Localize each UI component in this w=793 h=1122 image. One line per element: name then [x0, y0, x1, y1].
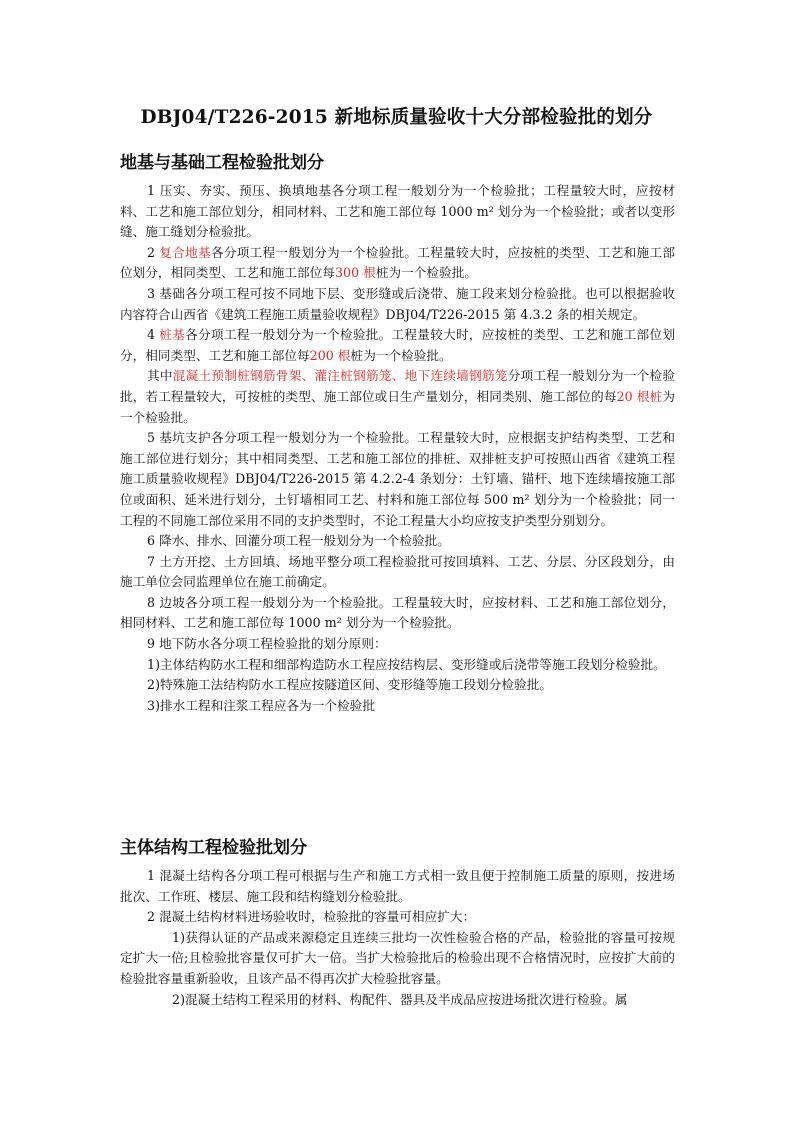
paragraph-5 [120, 366, 675, 428]
paragraph-text: 各分项工程一般划分为一个检验批。工程量较大时，应按桩的类型、工艺和施工部位划分，相同类型、工艺和施工部位每 [120, 327, 675, 363]
paragraph-text: 各分项工程一般划分为一个检验批。工程量较大时，应按桩的类型、工艺和施工部位划分，相同类型、工艺和施工部位每 [120, 244, 675, 281]
paragraph-9: 8 边坡各分项工程一般划分为一个检验批。工程量较大时，应按材料、工艺和施工部位划分，相同材料、工艺和施工部位每 1000 m² 划分为一个检验批。 [120, 594, 675, 631]
paragraph-text: 分项工程一般划分为一个检验批，若工程量较大，可按桩的类型、施工部位或日生产量划分，相同类别、施工部位的每 [120, 368, 675, 404]
highlight-pile-count: 300 根 [334, 265, 376, 281]
item-number: 2 [147, 244, 160, 260]
paragraph-1: 1 压实、夯实、预压、换填地基各分项工程一般划分为一个检验批；工程量较大时，应按材料、工艺和施工部位划分，相同材料、工艺和施工部位每 1000 m² 划分为一个检验批；或者以变形缝、施工缝划分检验批。 [120, 183, 675, 240]
paragraph-6: 5 基坑支护各分项工程一般划分为一个检验批。工程量较大时，应根据支护结构类型、工艺和施工部位进行划分；其中相同类型、工艺和施工部位的排桩、双排桩支护可按照山西省《建筑工程施工质量验收规程》DBJ04/T226-2015 第 4.2.2-4 条划分：土钉墙、锚杆、地下连续墙按施工部位或面积、延米进行划分，土钉墙相同工艺、村料和施工部位每 500 m² 划分为一个检验批；同一工程的不同施工部位采用不同的支护类型时，不论工程量大小均应按支护类型分别划分。 [120, 430, 675, 528]
section-body-main-structure [120, 866, 675, 1010]
paragraph-8: 7 土方开挖、土方回填、场地平整分项工程检验批可按回填料、工艺、分层、分区段划分，由施工单位会同监理单位在施工前确定。 [120, 553, 675, 590]
document-title: DBJ04/T226-2015 新地标质量验收十大分部检验批的划分 [140, 107, 653, 128]
section-title-main-structure: 主体结构工程检验批划分 [120, 838, 307, 858]
section-body-foundation [120, 181, 675, 716]
highlight-rebar-cage: 混凝土预制桩钢筋骨架、灌注桩钢筋笼、地下连续墙钢筋笼 [172, 368, 508, 384]
highlight-pile-count: 200 根 [309, 347, 351, 363]
highlight-pile-count: 20 根桩 [616, 388, 663, 404]
highlight-composite-foundation: 复合地基 [159, 244, 211, 260]
paragraph-12: 2)特殊施工法结构防水工程应按隧道区间、变形缝等施工段划分检验批。 [147, 677, 552, 693]
paragraph-11: 1)主体结构防水工程和细部构造防水工程应按结构层、变形缝或后浇带等施工段划分检验批。 [147, 656, 666, 672]
paragraph-7: 6 降水、排水、回灌分项工程一般划分为一个检验批。 [147, 533, 450, 549]
item-number: 4 [147, 327, 160, 343]
paragraph-3: 3 基础各分项工程可按不同地下层、变形缝或后浇带、施工段来划分检验批。也可以根据验收内容符合山西省《建筑工程施工质量验收规程》DBJ04/T226-2015 第 4.3.2 条的相关规定。 [120, 285, 675, 322]
paragraph-4: 2)混凝土结构工程采用的材料、构配件、器具及半成品应按进场批次进行检验。属 [172, 991, 628, 1007]
paragraph-text: 为一个检验批。 [120, 388, 676, 425]
paragraph-2: 2 混凝土结构材料进场验收时，检验批的容量可相应扩大： [147, 909, 476, 925]
paragraph-1: 1 混凝土结构各分项工程可根据与生产和施工方式相一致且便于控制施工质量的原则，按进场批次、工作班、楼层、施工段和结构缝划分检验批。 [120, 868, 675, 904]
paragraph-2 [120, 243, 675, 284]
section-title-foundation: 地基与基础工程检验批划分 [120, 153, 324, 173]
paragraph-text: 桩为一个检验批。 [350, 347, 452, 363]
paragraph-text: 其中 [147, 368, 173, 384]
paragraph-text: 桩为一个检验批。 [375, 265, 477, 281]
paragraph-10: 9 地下防水各分项工程检验批的划分原则： [147, 636, 387, 652]
highlight-pile-foundation: 桩基 [159, 327, 186, 343]
paragraph-3: 1)获得认证的产品或来源稳定且连续三批均一次性检验合格的产品，检验批的容量可按规定扩大一倍;且检验批容量仅可扩大一倍。当扩大检验批后的检验出现不合格情况时，应按扩大前的检验批容量重新验收，且该产品不得再次扩大检验批容量。 [120, 929, 675, 986]
paragraph-4 [120, 325, 675, 366]
paragraph-13: 3)排水工程和注浆工程应各为一个检验批 [147, 697, 375, 713]
